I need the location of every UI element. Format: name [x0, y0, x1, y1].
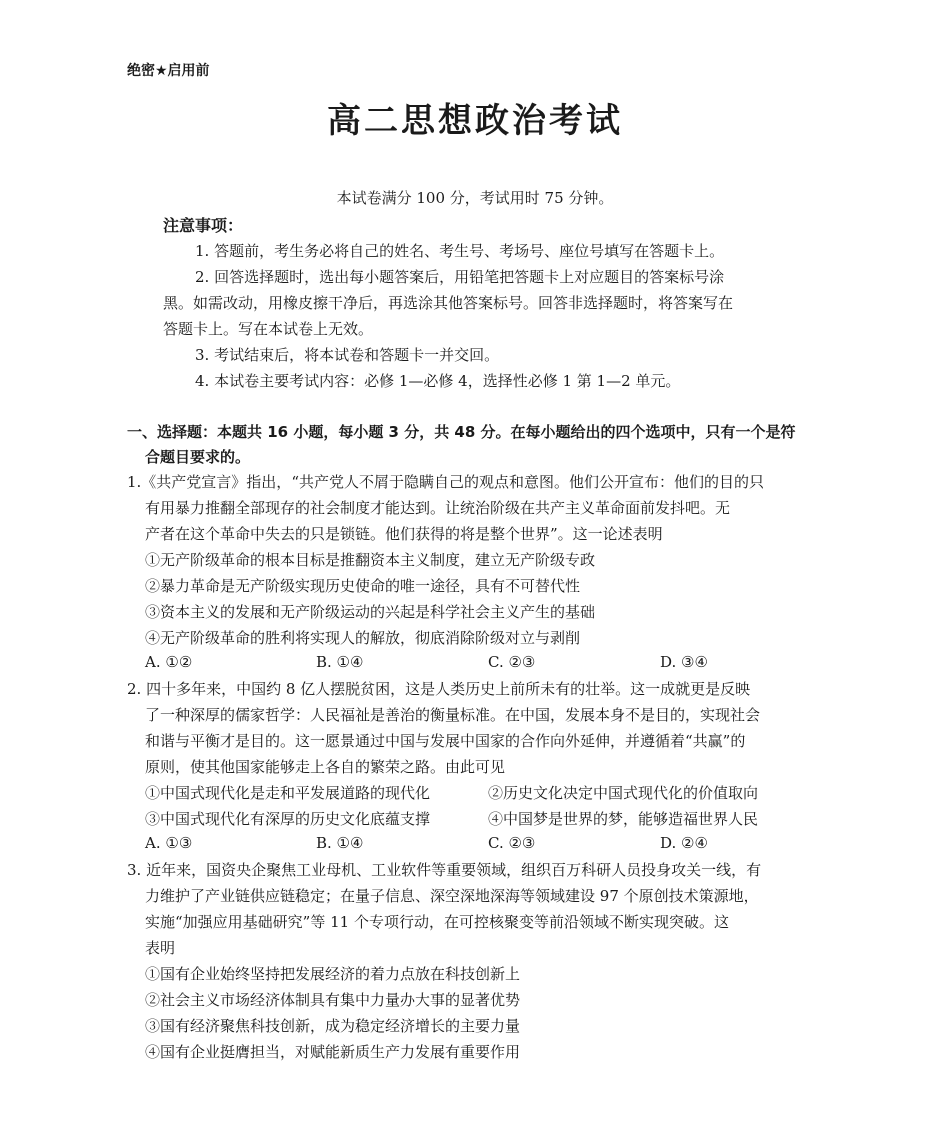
q3-statement: ①国有企业始终坚持把发展经济的着力点放在科技创新上 — [145, 965, 521, 983]
q1-option-a: A. ①② — [145, 653, 193, 671]
q3-statement: ④国有企业挺膺担当，对赋能新质生产力发展有重要作用 — [145, 1043, 521, 1061]
notice-line: 答题卡上。写在本试卷上无效。 — [163, 320, 374, 338]
q2-statement: ④中国梦是世界的梦，能够造福世界人民 — [488, 810, 759, 828]
q1-option-d: D. ③④ — [660, 653, 708, 671]
q2-option-b: B. ①④ — [316, 834, 364, 852]
q2-stem-line: 2. 四十多年来，中国约 8 亿人摆脱贫困，这是人类历史上前所未有的壮举。这一成就更是反映 — [127, 680, 751, 698]
confidential-mark: 绝密★启用前 — [127, 63, 210, 79]
q3-stem-line: 力维护了产业链供应链稳定；在量子信息、深空深地深海等领域建设 97 个原创技术策源地， — [145, 887, 759, 905]
q2-option-c: C. ②③ — [488, 834, 536, 852]
exam-subtitle: 本试卷满分 100 分，考试用时 75 分钟。 — [336, 189, 614, 207]
q1-stem-line: 有用暴力推翻全部现存的社会制度才能达到。让统治阶级在共产主义革命面前发抖吧。无 — [145, 499, 731, 517]
q2-stem-line: 原则，使其他国家能够走上各自的繁荣之路。由此可见 — [145, 758, 506, 776]
q1-statement: ④无产阶级革命的胜利将实现人的解放，彻底消除阶级对立与剥削 — [145, 629, 581, 647]
q1-statement: ②暴力革命是无产阶级实现历史使命的唯一途径，具有不可替代性 — [145, 577, 581, 595]
q1-stem-line: 产者在这个革命中失去的只是锁链。他们获得的将是整个世界”。这一论述表明 — [145, 525, 663, 543]
section-heading-cont: 合题目要求的。 — [145, 448, 251, 466]
section-heading: 一、选择题：本题共 16 小题，每小题 3 分，共 48 分。在每小题给出的四个选项中，只有一个是符 — [127, 423, 796, 441]
q1-stem-line: 1.《共产党宣言》指出，“共产党人不屑于隐瞒自己的观点和意图。他们公开宣布：他们的目的只 — [127, 473, 764, 491]
q3-statement: ③国有经济聚焦科技创新，成为稳定经济增长的主要力量 — [145, 1017, 521, 1035]
q2-statement: ①中国式现代化是走和平发展道路的现代化 — [145, 784, 431, 802]
q1-statement: ①无产阶级革命的根本目标是推翻资本主义制度，建立无产阶级专政 — [145, 551, 596, 569]
q1-option-b: B. ①④ — [316, 653, 364, 671]
notice-line: 3. 考试结束后，将本试卷和答题卡一并交回。 — [195, 346, 500, 364]
q3-statement: ②社会主义市场经济体制具有集中力量办大事的显著优势 — [145, 991, 521, 1009]
q2-statement: ③中国式现代化有深厚的历史文化底蕴支撑 — [145, 810, 431, 828]
notice-line: 2. 回答选择题时，选出每小题答案后，用铅笔把答题卡上对应题目的答案标号涂 — [195, 268, 725, 286]
q3-stem-line: 表明 — [145, 939, 176, 957]
q2-option-a: A. ①③ — [145, 834, 193, 852]
q3-stem-line: 3. 近年来，国资央企聚焦工业母机、工业软件等重要领域，组织百万科研人员投身攻关一线，有 — [127, 861, 762, 879]
exam-title: 高二思想政治考试 — [327, 101, 623, 141]
q2-stem-line: 和谐与平衡才是目的。这一愿景通过中国与发展中国家的合作向外延伸，并遵循着“共赢”的 — [145, 732, 746, 750]
notice-line: 1. 答题前，考生务必将自己的姓名、考生号、考场号、座位号填写在答题卡上。 — [195, 242, 725, 260]
notice-line: 4. 本试卷主要考试内容：必修 1—必修 4，选择性必修 1 第 1—2 单元。 — [195, 372, 681, 390]
q1-option-c: C. ②③ — [488, 653, 536, 671]
q2-option-d: D. ②④ — [660, 834, 708, 852]
q3-stem-line: 实施“加强应用基础研究”等 11 个专项行动，在可控核聚变等前沿领域不断实现突破。这 — [145, 913, 729, 931]
q2-stem-line: 了一种深厚的儒家哲学：人民福祉是善治的衡量标准。在中国，发展本身不是目的，实现社会 — [145, 706, 761, 724]
q2-statement: ②历史文化决定中国式现代化的价值取向 — [488, 784, 759, 802]
notice-line: 黑。如需改动，用橡皮擦干净后，再选涂其他答案标号。回答非选择题时，将答案写在 — [163, 294, 734, 312]
notice-heading: 注意事项： — [163, 216, 244, 235]
q1-statement: ③资本主义的发展和无产阶级运动的兴起是科学社会主义产生的基础 — [145, 603, 596, 621]
